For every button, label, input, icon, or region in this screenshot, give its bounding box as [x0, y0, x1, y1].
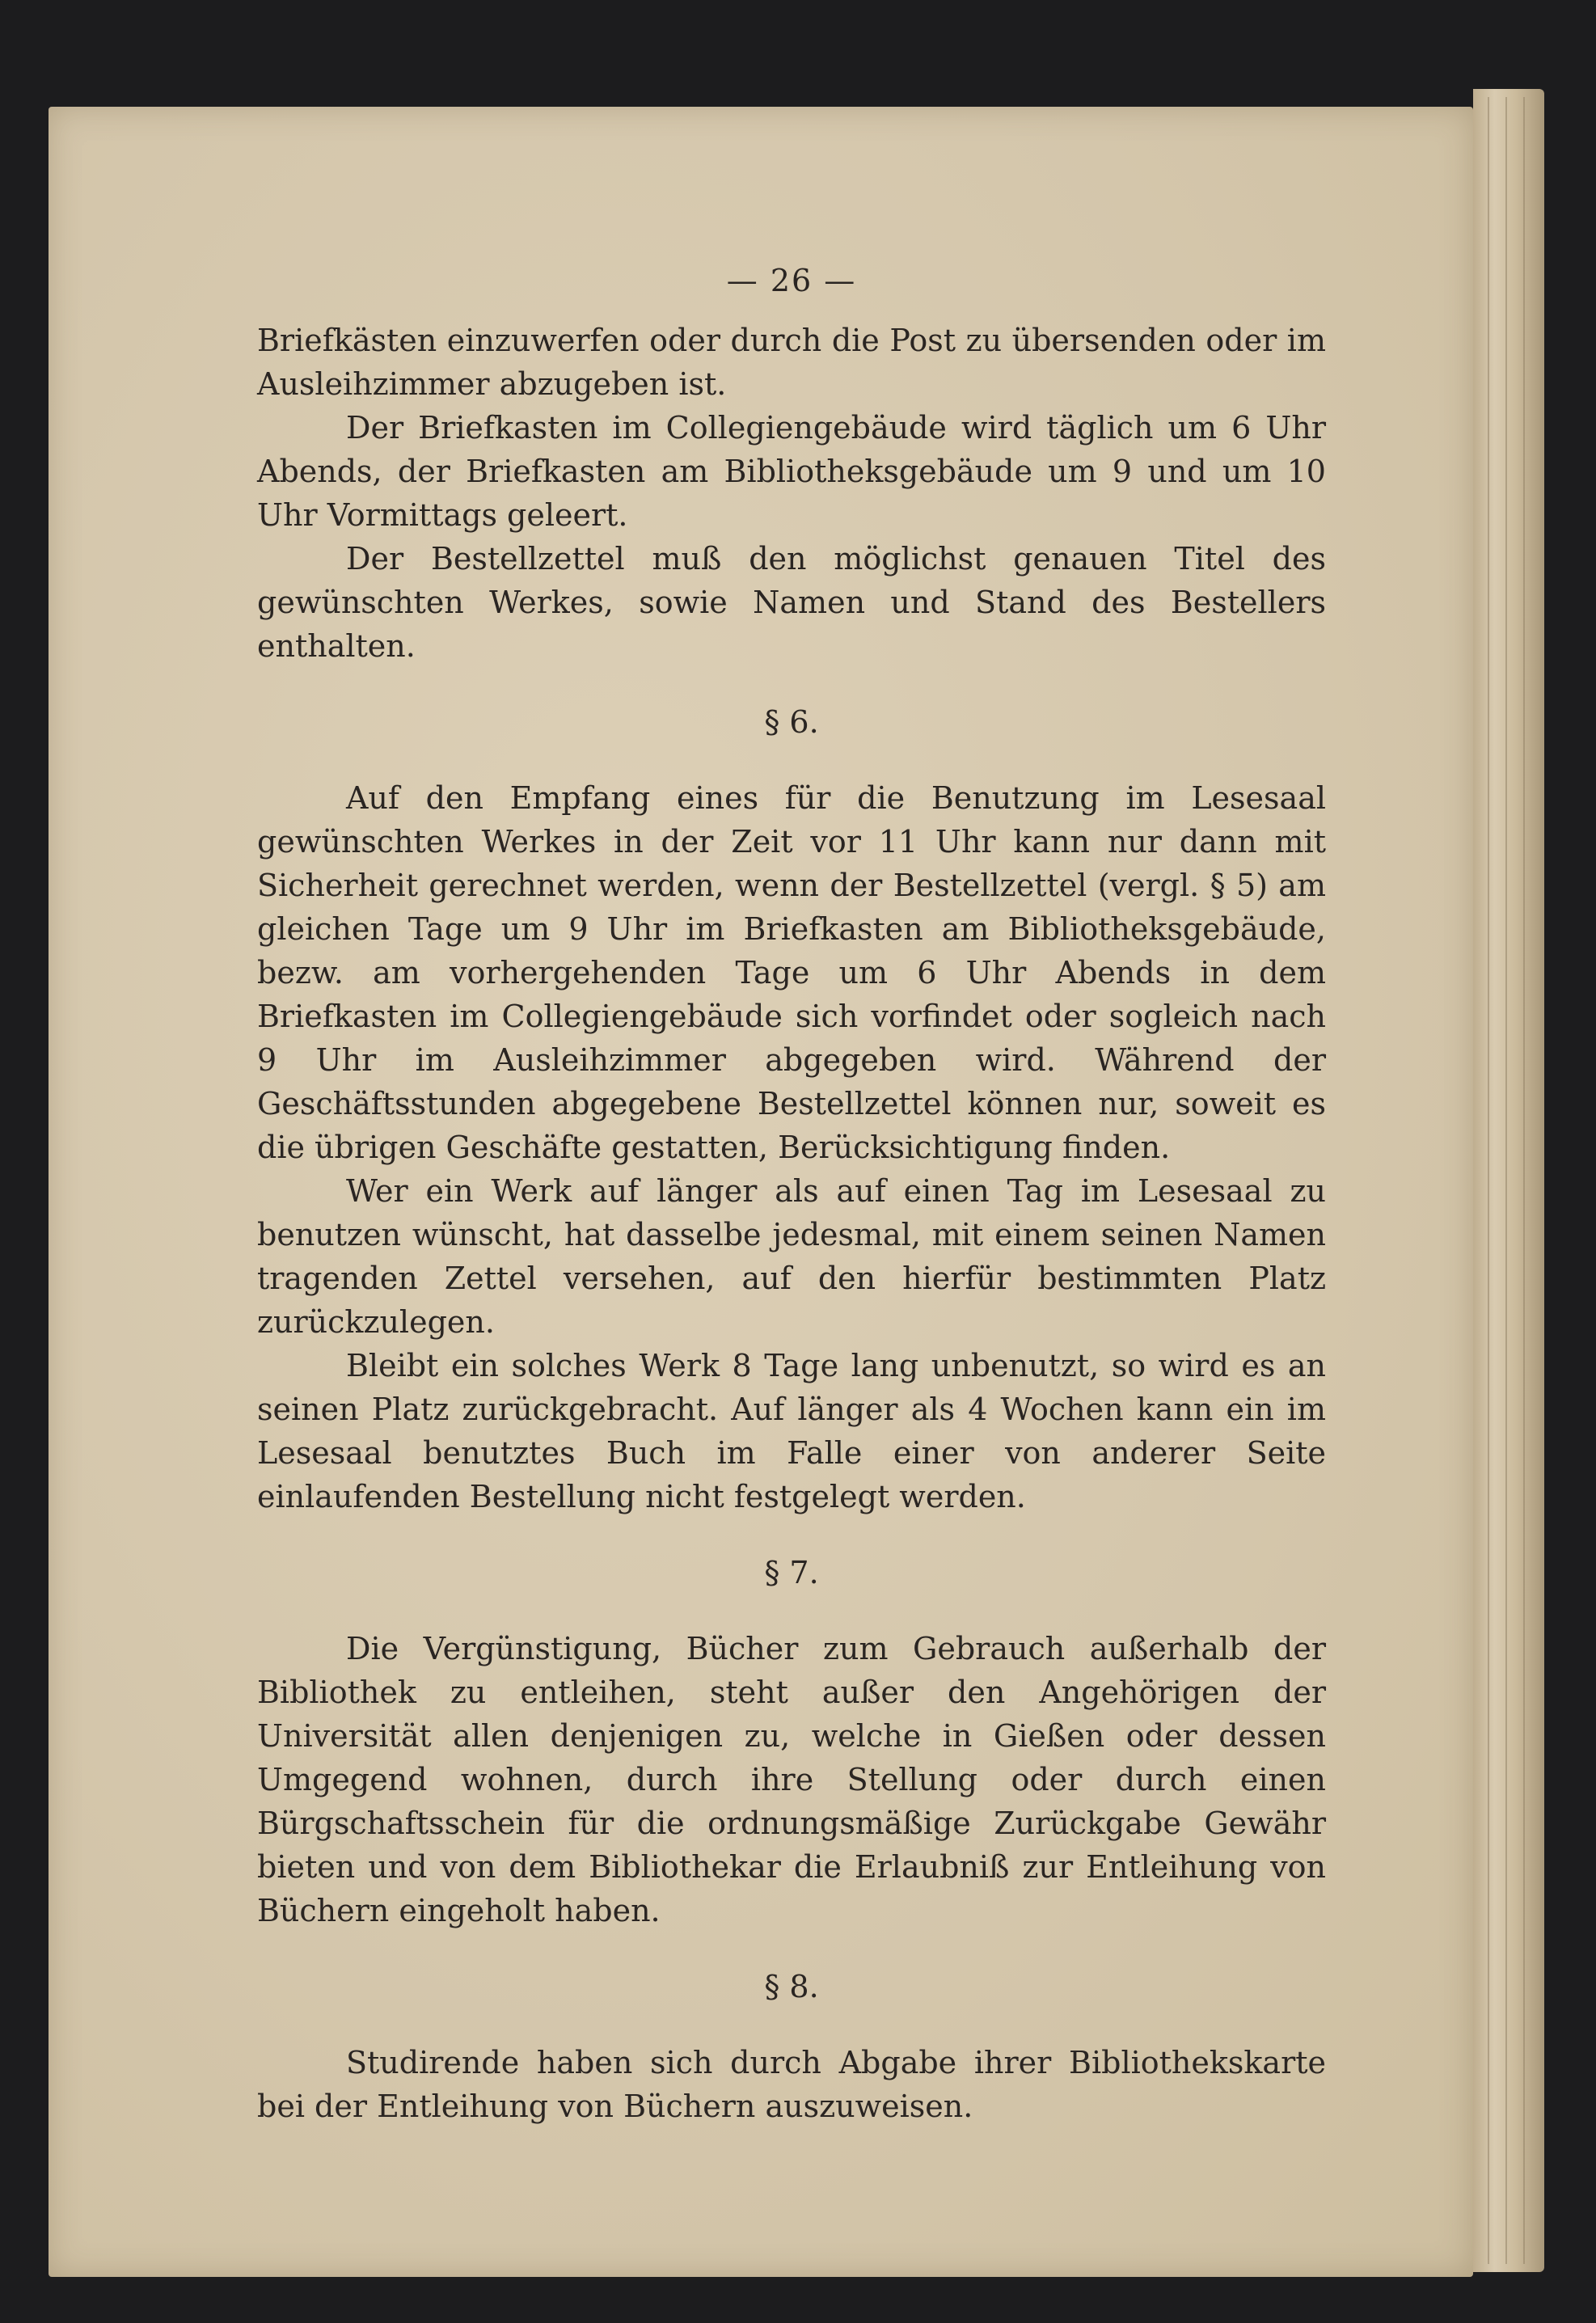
- paragraph-bestellzettel: Der Bestellzettel muß den möglichst genauen Titel des gewünschten Werkes, sowie Namen und Stand des Bestellers enthalten.: [257, 541, 1326, 664]
- paragraph-empfang: Auf den Empfang eines für die Benutzung im Lesesaal gewünschten Werkes in der Zeit vor 11 Uhr kann nur dann mit Sicherheit gerechnet werden, wenn der Bestellzettel (vergl. § 5) am gleichen Tage um 9 Uhr im Briefkasten am Bibliotheksgebäude, bezw. am vorhergehenden Tage um 6 Uhr Abends in dem Briefkasten im Collegiengebäude sich vorfindet oder sogleich nach 9 Uhr im Ausleihzimmer abgegeben wird. Während der Geschäftsstunden abgegebene Bestellzettel können nur, soweit es die übrigen Geschäfte gestatten, Berücksichtigung finden.: [257, 780, 1326, 1165]
- page-edge: [1473, 89, 1544, 2272]
- paragraph-continuation: Briefkästen einzuwerfen oder durch die Post zu übersenden oder im Ausleihzimmer abzugeben ist.: [257, 323, 1326, 402]
- section-heading-7: § 7.: [764, 1555, 819, 1590]
- section-heading-8: § 8.: [764, 1969, 819, 2004]
- paragraph-studirende: Studirende haben sich durch Abgabe ihrer Bibliothekskarte bei der Entleihung von Büchern auszuweisen.: [257, 2045, 1326, 2124]
- edge-line: [1488, 97, 1489, 2264]
- page-text: [257, 259, 1326, 2128]
- edge-line: [1523, 97, 1525, 2264]
- paragraph-unbenutzt: Bleibt ein solches Werk 8 Tage lang unbenutzt, so wird es an seinen Platz zurückgebracht. Auf länger als 4 Wochen kann ein im Lesesaal benutztes Buch im Falle einer von anderer Seite einlaufenden Bestellung nicht festgelegt werden.: [257, 1348, 1326, 1514]
- paragraph-briefkasten: Der Briefkasten im Collegiengebäude wird täglich um 6 Uhr Abends, der Briefkasten am Bibliotheksgebäude um 9 und um 10 Uhr Vormittags geleert.: [257, 410, 1326, 533]
- section-heading-6: § 6.: [764, 704, 819, 740]
- paragraph-lesesaal: Wer ein Werk auf länger als auf einen Tag im Lesesaal zu benutzen wünscht, hat dasselbe jedesmal, mit einem seinen Namen tragenden Zettel versehen, auf den hierfür bestimmten Platz zurückzulegen.: [257, 1173, 1326, 1340]
- page-number: — 26 —: [726, 263, 857, 298]
- edge-line: [1505, 97, 1507, 2264]
- paragraph-entleihen: Die Vergünstigung, Bücher zum Gebrauch außerhalb der Bibliothek zu entleihen, steht außer den Angehörigen der Universität allen denjenigen zu, welche in Gießen oder dessen Umgegend wohnen, durch ihre Stellung oder durch einen Bürgschaftsschein für die ordnungsmäßige Zurückgabe Gewähr bieten und von dem Bibliothekar die Erlaubniß zur Entleihung von Büchern eingeholt haben.: [257, 1631, 1326, 1928]
